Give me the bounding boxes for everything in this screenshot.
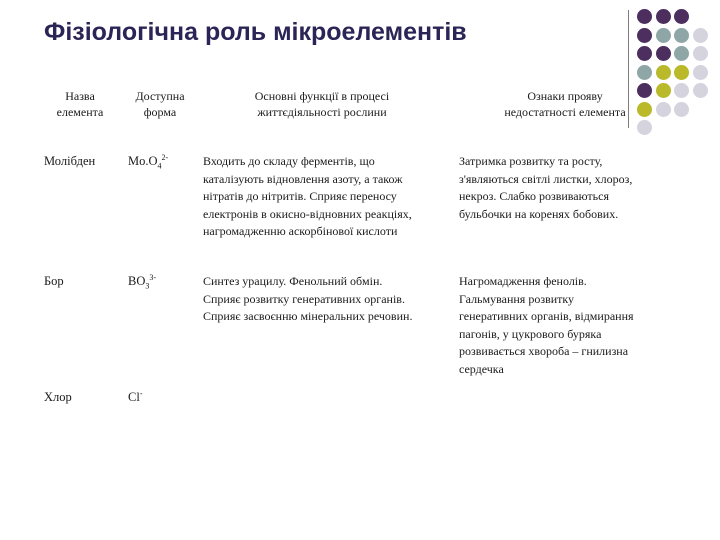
decor-dot [674, 83, 689, 98]
decor-dot [674, 46, 689, 61]
form-superscript: 3- [149, 272, 157, 282]
sign-line: Затримка розвитку та росту, [459, 154, 603, 168]
decor-dot [693, 46, 708, 61]
function-line: електронів в окисно-відновних реакціях, [203, 206, 412, 221]
slide-title: Фізіологічна роль мікроелементів [44, 18, 467, 46]
sign-line: Нагромадження фенолів. [459, 274, 587, 288]
function-line: Сприяє розвитку генеративних органів. [203, 291, 405, 306]
form-base: Cl [128, 390, 140, 404]
sign-line: розвивається хвороба – гнилизна [459, 344, 629, 358]
decor-dot [637, 9, 652, 24]
sign-line: генеративних органів, відмирання [459, 309, 634, 323]
sign-line: бульбочки на коренях бобових. [459, 206, 619, 221]
decor-dot [674, 28, 689, 43]
element-form [128, 389, 142, 407]
header-line: елемента [56, 105, 104, 119]
sign-line: Гальмування розвитку [459, 291, 575, 306]
decor-dot [674, 9, 689, 24]
header-line: Ознаки прояву [527, 89, 603, 103]
header-available-form [124, 88, 196, 120]
function-line: нітратів до нітритів. Сприяє переносу [203, 189, 397, 203]
header-line: життєдіяльності рослини [257, 105, 387, 119]
header-line: Назва [65, 89, 95, 103]
sign-line: з'являються світлі листки, хлороз, [459, 171, 633, 186]
function-line: Сприяє засвоєнню мінеральних речовин. [203, 309, 413, 323]
decor-dot [656, 65, 671, 80]
header-deficiency-signs [470, 88, 660, 120]
form-superscript: - [139, 388, 143, 398]
form-base: Mo.O [128, 154, 158, 168]
form-subscript: 4 [157, 161, 162, 171]
header-line: Доступна [135, 89, 185, 103]
decor-dot [693, 83, 708, 98]
function-line: Синтез урацилу. Фенольний обмін. [203, 274, 383, 288]
sign-line: некроз. Слабко розвиваються [459, 189, 609, 203]
function-line: каталізують відновлення азоту, а також [203, 171, 403, 186]
function-line: Входить до складу ферментів, що [203, 154, 375, 168]
header-line: Основні функції в процесі [254, 89, 390, 103]
form-subscript: 3 [145, 281, 150, 291]
decor-dot [656, 46, 671, 61]
form-base: BO [128, 274, 146, 288]
element-name: Хлор [44, 390, 72, 404]
decor-dot [674, 102, 689, 117]
header-line: недостатності елемента [504, 105, 626, 119]
element-form [128, 273, 156, 291]
sign-line: сердечка [459, 361, 504, 376]
decor-dot [693, 28, 708, 43]
decor-dot [693, 65, 708, 80]
decor-dot [637, 65, 652, 80]
element-deficiency-signs [459, 273, 634, 378]
decor-dot [637, 28, 652, 43]
decor-dot [674, 65, 689, 80]
decor-dot [656, 28, 671, 43]
element-name: Молібден [44, 154, 96, 168]
element-form [128, 153, 168, 171]
element-functions [203, 153, 412, 241]
decor-dot [656, 9, 671, 24]
sign-line: пагонів, у цукрового буряка [459, 326, 602, 341]
function-line: нагромадженню аскорбінової кислоти [203, 224, 398, 238]
element-name: Бор [44, 274, 64, 288]
header-main-functions [222, 88, 422, 120]
decor-dot [637, 46, 652, 61]
header-line: форма [143, 105, 177, 119]
form-superscript: 2- [161, 152, 169, 162]
element-functions [203, 273, 412, 326]
header-element-name [44, 88, 116, 120]
element-deficiency-signs [459, 153, 632, 223]
decor-dot [637, 120, 652, 135]
